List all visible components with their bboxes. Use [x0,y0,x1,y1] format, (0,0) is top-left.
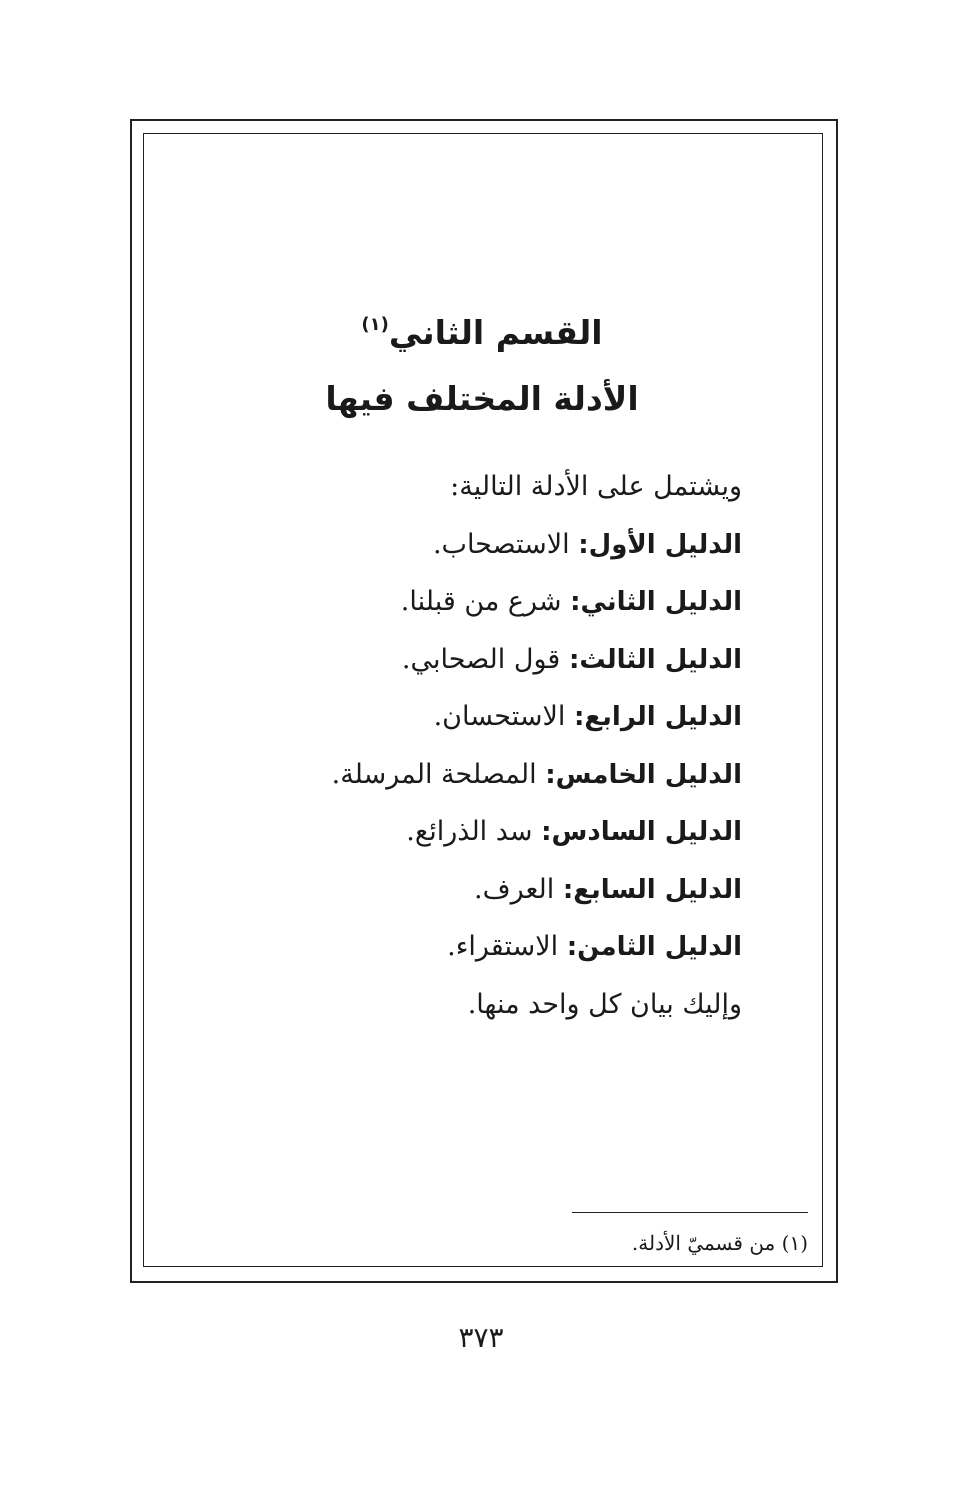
item-text: المصلحة المرسلة. [331,758,537,790]
item-text: الاستصحاب. [432,528,570,560]
closing-line: وإليك بيان كل واحد منها. [467,988,742,1020]
list-item [182,803,742,861]
item-text: الاستقراء. [447,931,559,962]
section-subtitle: الأدلة المختلف فيها [325,379,639,418]
evidence-list [182,458,742,1033]
item-text: سد الذرائع. [406,816,533,847]
list-item [182,516,742,574]
list-item [182,631,742,689]
item-label: الدليل الثالث: [568,644,742,675]
list-item [182,573,742,631]
footnote-marker: (١) [781,1231,808,1255]
section-title-text: القسم الثاني [388,313,603,352]
footnote-text: من قسميّ الأدلة. [631,1231,776,1255]
intro-line: ويشتمل على الأدلة التالية: [450,471,742,502]
list-item [182,746,742,804]
item-label: الدليل السابع: [562,874,742,905]
item-text: شرع من قبلنا. [400,586,562,617]
item-text: العرف. [474,873,555,905]
footnote-separator [572,1212,808,1213]
item-label: الدليل السادس: [541,817,742,847]
footnote [408,1228,808,1258]
item-text: قول الصحابي. [401,643,561,675]
section-title [143,292,821,366]
item-label: الدليل الأول: [578,529,742,560]
list-item [182,861,742,919]
item-text: الاستحسان. [433,701,566,732]
list-item [182,918,742,976]
item-label: الدليل الثاني: [570,587,742,617]
page-number: ٣٧٣ [458,1321,504,1354]
item-label: الدليل الثامن: [566,932,742,962]
footnote-reference: (١) [361,314,389,335]
item-label: الدليل الرابع: [573,702,742,732]
section-heading [143,292,821,432]
item-label: الدليل الخامس: [545,759,742,790]
list-item [182,688,742,746]
